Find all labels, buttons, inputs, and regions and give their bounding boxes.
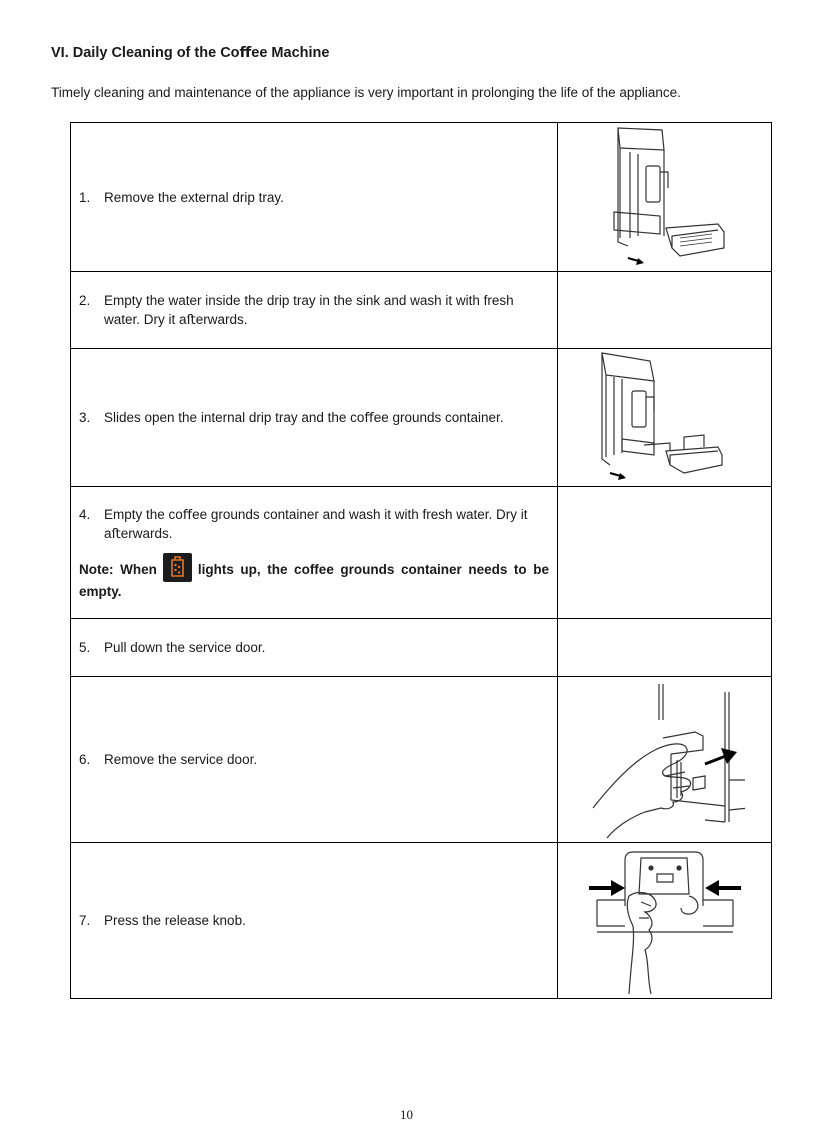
step-1 — [79, 188, 549, 207]
step-3 — [79, 408, 549, 427]
step-6 — [79, 750, 549, 769]
step-text: Empty the coﬀee grounds container and wash it with fresh water. Dry it aﬅerwards. — [104, 506, 528, 541]
step-text: Remove the service door. — [104, 752, 258, 767]
remove-service-door-illustration — [585, 680, 745, 840]
table-row — [71, 349, 772, 487]
step-number: 6. — [79, 752, 91, 767]
step-text: Press the release knob. — [104, 913, 246, 928]
step-2 — [79, 291, 549, 329]
step-number: 2. — [79, 293, 91, 308]
table-row — [71, 843, 772, 999]
cleaning-steps-table — [70, 122, 772, 999]
step-text: Empty the water inside the drip tray in the sink and wash it with fresh water. Dry it aﬅerwards. — [104, 293, 514, 327]
intro-paragraph: Timely cleaning and maintenance of the appliance is very important in prolonging the life of the appliance. — [51, 85, 681, 100]
step-5 — [79, 638, 549, 657]
note-prefix: Note: When — [79, 561, 157, 577]
step-number: 1. — [79, 189, 91, 205]
note — [79, 553, 549, 601]
step-text: Slides open the internal drip tray and the coﬀee grounds container. — [104, 410, 504, 425]
page-number: 10 — [400, 1107, 413, 1122]
step-number: 3. — [79, 410, 91, 425]
step-7 — [79, 911, 549, 930]
step-text: Remove the external drip tray. — [104, 189, 284, 205]
step-number: 7. — [79, 913, 91, 928]
grounds-container-icon — [163, 553, 192, 582]
step-text: Pull down the service door. — [104, 640, 266, 655]
table-row — [71, 272, 772, 349]
table-row — [71, 677, 772, 843]
open-internal-drip-tray-illustration — [600, 351, 730, 485]
section-title: VI. Daily Cleaning of the Coﬀee Machine — [51, 45, 330, 61]
table-row — [71, 619, 772, 677]
table-row — [71, 123, 772, 272]
remove-external-drip-tray-illustration — [600, 124, 730, 270]
note-suffix: lights up, the coffee grounds container needs to be empty. — [79, 561, 549, 599]
step-number: 5. — [79, 640, 91, 655]
step-4 — [79, 505, 549, 543]
table-row — [71, 487, 772, 619]
press-release-knob-illustration — [585, 846, 745, 996]
step-number: 4. — [79, 506, 91, 522]
